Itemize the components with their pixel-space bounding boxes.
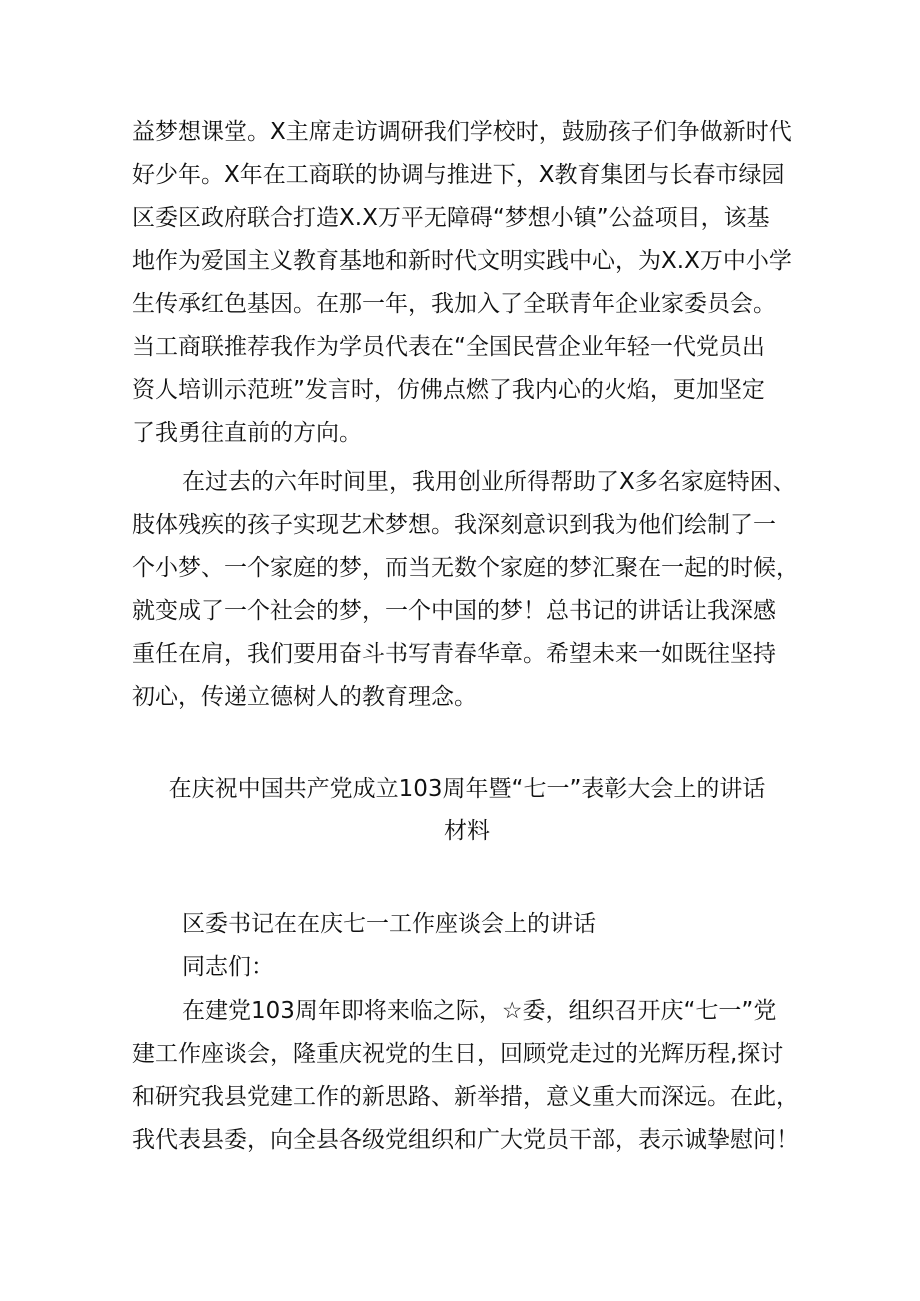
text-line: 建工作座谈会，隆重庆祝党的生日，回顾党走过的光辉历程,探讨 [132,1041,784,1067]
text-line: 和研究我县党建工作的新思路、新举措，意义重大而深远。在此， [132,1084,799,1110]
text-line: 资人培训示范班”发言时，仿佛点燃了我内心的火焰，更加坚定 [132,377,765,403]
paragraph-anniversary [132,990,802,1162]
text-line: 生传承红色基因。在那一年，我加入了全联青年企业家委员会。 [132,291,776,317]
text-line: 区委区政府联合打造X.X万平无障碍“梦想小镇”公益项目，该基 [132,205,770,231]
text-line: 益梦想课堂。X主席走访调研我们学校时，鼓励孩子们争做新时代 [132,119,792,145]
text-line: 重任在肩，我们要用奋斗书写青春华章。希望未来一如既往坚持 [132,641,776,667]
speech-subtitle: 区委书记在在庆七一工作座谈会上的讲话 [182,911,596,937]
text-line: 地作为爱国主义教育基地和新时代文明实践中心，为X.X万中小学 [132,248,792,274]
heading-line: 材料 [444,818,490,844]
paragraph-six-years [132,461,802,719]
salutation: 同志们： [182,954,274,980]
document-heading [132,768,802,852]
text-line: 个小梦、一个家庭的梦，而当无数个家庭的梦汇聚在一起的时候， [132,555,799,581]
text-line: 当工商联推荐我作为学员代表在“全国民营企业年轻一代党员出 [132,334,765,360]
heading-line: 在庆祝中国共产党成立103周年暨“七一”表彰大会上的讲话 [168,776,766,802]
text-line: 了我勇往直前的方向。 [132,420,362,446]
text-line: 在过去的六年时间里，我用创业所得帮助了X多名家庭特困、 [182,469,796,495]
text-line: 肢体残疾的孩子实现艺术梦想。我深刻意识到我为他们绘制了一 [132,512,776,538]
text-line: 好少年。X年在工商联的协调与推进下，X教育集团与长春市绿园 [132,162,785,188]
text-line: 初心，传递立德树人的教育理念。 [132,684,477,710]
text-line: 就变成了一个社会的梦，一个中国的梦！总书记的讲话让我深感 [132,598,776,624]
text-line: 在建党103周年即将来临之际，☆委，组织召开庆“七一”党 [182,998,777,1024]
text-line: 我代表县委，向全县各级党组织和广大党员干部，表示诚挚慰问！ [132,1127,799,1153]
paragraph-dream-town [132,111,802,455]
